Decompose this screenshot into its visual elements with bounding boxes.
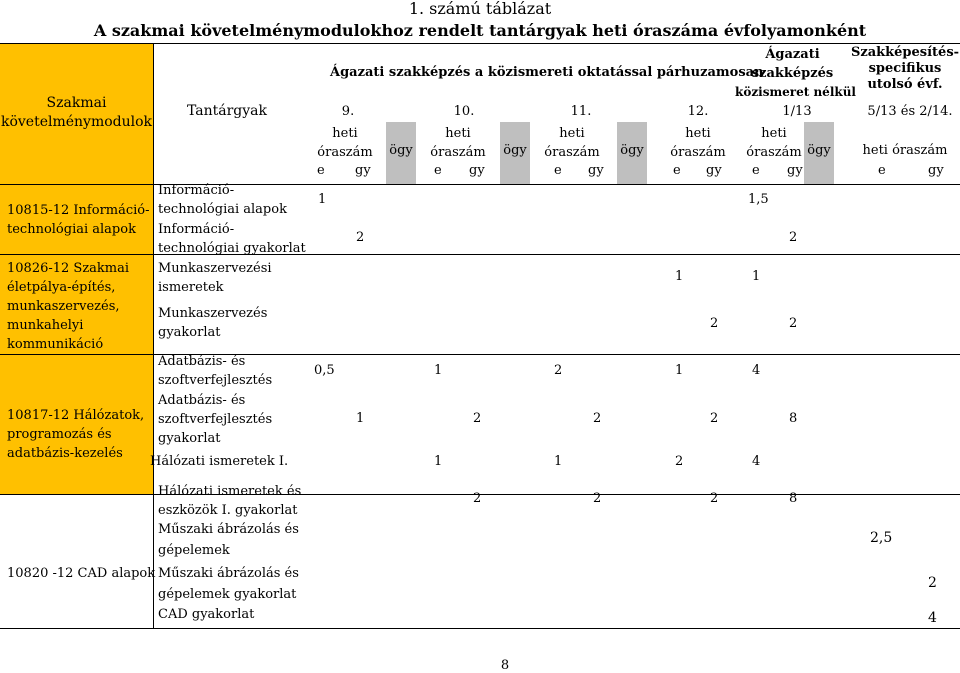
specific-line-2: specifikus <box>868 61 942 76</box>
sectoral-line-1: Ágazati <box>765 47 820 62</box>
value-cell: 2 <box>710 316 719 331</box>
value-cell: 2 <box>789 316 798 331</box>
value-cell: 4 <box>928 610 937 626</box>
heti-label: heti <box>685 126 711 141</box>
value-cell: 2 <box>928 575 937 591</box>
oraszam-label: óraszám <box>746 145 802 160</box>
e-label-11: e <box>554 163 562 178</box>
value-cell: 2,5 <box>870 530 893 546</box>
heti-oraszam-12 <box>658 124 738 162</box>
value-cell: 4 <box>752 454 761 469</box>
gy-label-11: gy <box>588 163 604 178</box>
e-label-10: e <box>434 163 442 178</box>
subject-8: Hálózati ismeretek és eszközök I. gyakorlat <box>158 484 302 518</box>
sectoral-line-2: szakképzés <box>751 66 834 81</box>
ogy-label-1: ögy <box>389 143 413 158</box>
modules-header-line-1: Szakmai <box>46 95 107 111</box>
value-cell: 1 <box>675 269 684 284</box>
value-cell: 2 <box>473 411 482 426</box>
subjects-header: Tantárgyak <box>187 103 267 119</box>
value-cell: 1 <box>434 454 443 469</box>
subject-2: Információ- technológiai gyakorlat <box>158 222 306 256</box>
value-cell: 8 <box>789 491 798 506</box>
oraszam-label: óraszám <box>430 145 486 160</box>
value-cell: 2 <box>593 491 602 506</box>
value-cell: 2 <box>710 491 719 506</box>
heti-oraszam-9 <box>305 124 385 162</box>
gy-label-spec: gy <box>928 163 944 178</box>
sectoral-header <box>735 45 856 102</box>
heti-label: heti <box>559 126 585 141</box>
e-label-12: e <box>673 163 681 178</box>
value-cell: 4 <box>752 363 761 378</box>
heti-oraszam-1-13 <box>734 124 814 162</box>
grade-5-13-2-14: 5/13 és 2/14. <box>867 104 953 119</box>
specific-line-1: Szakképesítés- <box>850 45 960 60</box>
gy-label-12: gy <box>706 163 722 178</box>
parallel-header: Ágazati szakképzés a közismereti oktatással párhuzamosan <box>330 65 764 80</box>
modules-header-line-2: követelménymodulok <box>0 114 153 130</box>
row-line-modules-2 <box>0 254 960 255</box>
oraszam-label: óraszám <box>670 145 726 160</box>
subject-4: Munkaszervezés gyakorlat <box>158 306 268 340</box>
heti-label: heti <box>332 126 358 141</box>
value-cell: 1,5 <box>748 192 769 207</box>
main-title: A szakmai követelménymodulokhoz rendelt tantárgyak heti óraszáma évfolyamonként <box>93 21 867 40</box>
value-cell: 2 <box>789 230 798 245</box>
heti-oraszam-spec: heti óraszám <box>862 143 948 158</box>
subject-10: Műszaki ábrázolás és gépelemek gyakorlat <box>158 566 299 602</box>
value-cell: 1 <box>752 269 761 284</box>
heti-oraszam-11 <box>532 124 612 162</box>
subject-3: Munkaszervezési ismeretek <box>158 261 272 295</box>
subject-7: Hálózati ismeretek I. <box>150 454 289 469</box>
gy-label-9: gy <box>355 163 371 178</box>
specific-header <box>850 45 960 93</box>
grade-9: 9. <box>341 104 355 119</box>
value-cell: 2 <box>593 411 602 426</box>
value-cell: 0,5 <box>314 363 335 378</box>
ogy-label-2: ögy <box>503 143 527 158</box>
ogy-label-3: ögy <box>620 143 644 158</box>
value-cell: 2 <box>356 230 365 245</box>
heti-oraszam-10 <box>418 124 498 162</box>
value-cell: 2 <box>675 454 684 469</box>
heti-label: heti <box>761 126 787 141</box>
modules-header <box>0 94 153 132</box>
subject-5: Adatbázis- és szoftverfejlesztés <box>158 354 273 388</box>
value-cell: 2 <box>473 491 482 506</box>
heti-label: heti <box>445 126 471 141</box>
sectoral-line-3: közismeret nélkül <box>735 85 856 99</box>
subject-11: CAD gyakorlat <box>158 607 255 622</box>
value-cell: 1 <box>356 411 365 426</box>
value-cell: 2 <box>710 411 719 426</box>
specific-line-3: utolsó évf. <box>867 77 943 92</box>
subject-1: Információ- technológiai alapok <box>158 183 287 217</box>
ogy-label-4: ögy <box>807 143 831 158</box>
grade-12: 12. <box>687 104 709 119</box>
grade-1-13: 1/13 <box>782 104 812 119</box>
doc-label: 1. számú táblázat <box>408 0 552 18</box>
value-cell: 2 <box>554 363 563 378</box>
value-cell: 1 <box>434 363 443 378</box>
row-line-modules-3 <box>0 354 960 355</box>
module-1: 10815-12 Információ- technológiai alapok <box>7 203 150 237</box>
grade-10: 10. <box>453 104 475 119</box>
page-number: 8 <box>500 658 510 673</box>
e-label-1-13: e <box>752 163 760 178</box>
subject-6: Adatbázis- és szoftverfejlesztés gyakorlat <box>158 393 273 446</box>
subject-9: Műszaki ábrázolás és gépelemek <box>158 522 299 558</box>
table-top-border <box>0 43 960 44</box>
e-label-spec: e <box>878 163 886 178</box>
value-cell: 8 <box>789 411 798 426</box>
e-label-9: e <box>317 163 325 178</box>
value-cell: 1 <box>675 363 684 378</box>
gy-label-1-13: gy <box>787 163 803 178</box>
oraszam-label: óraszám <box>544 145 600 160</box>
grade-11: 11. <box>570 104 592 119</box>
module-2: 10826-12 Szakmai életpálya-építés, munkaszervezés, munkahelyi kommunikáció <box>7 261 130 352</box>
value-cell: 1 <box>318 192 327 207</box>
module-3: 10817-12 Hálózatok, programozás és adatbázis-kezelés <box>7 408 145 461</box>
oraszam-label: óraszám <box>317 145 373 160</box>
value-cell: 1 <box>554 454 563 469</box>
modules-col-divider <box>153 43 154 628</box>
gy-label-10: gy <box>469 163 485 178</box>
row-line-modules-1 <box>0 184 960 185</box>
table-bottom-border <box>0 628 960 629</box>
module-4: 10820 -12 CAD alapok <box>7 566 156 581</box>
